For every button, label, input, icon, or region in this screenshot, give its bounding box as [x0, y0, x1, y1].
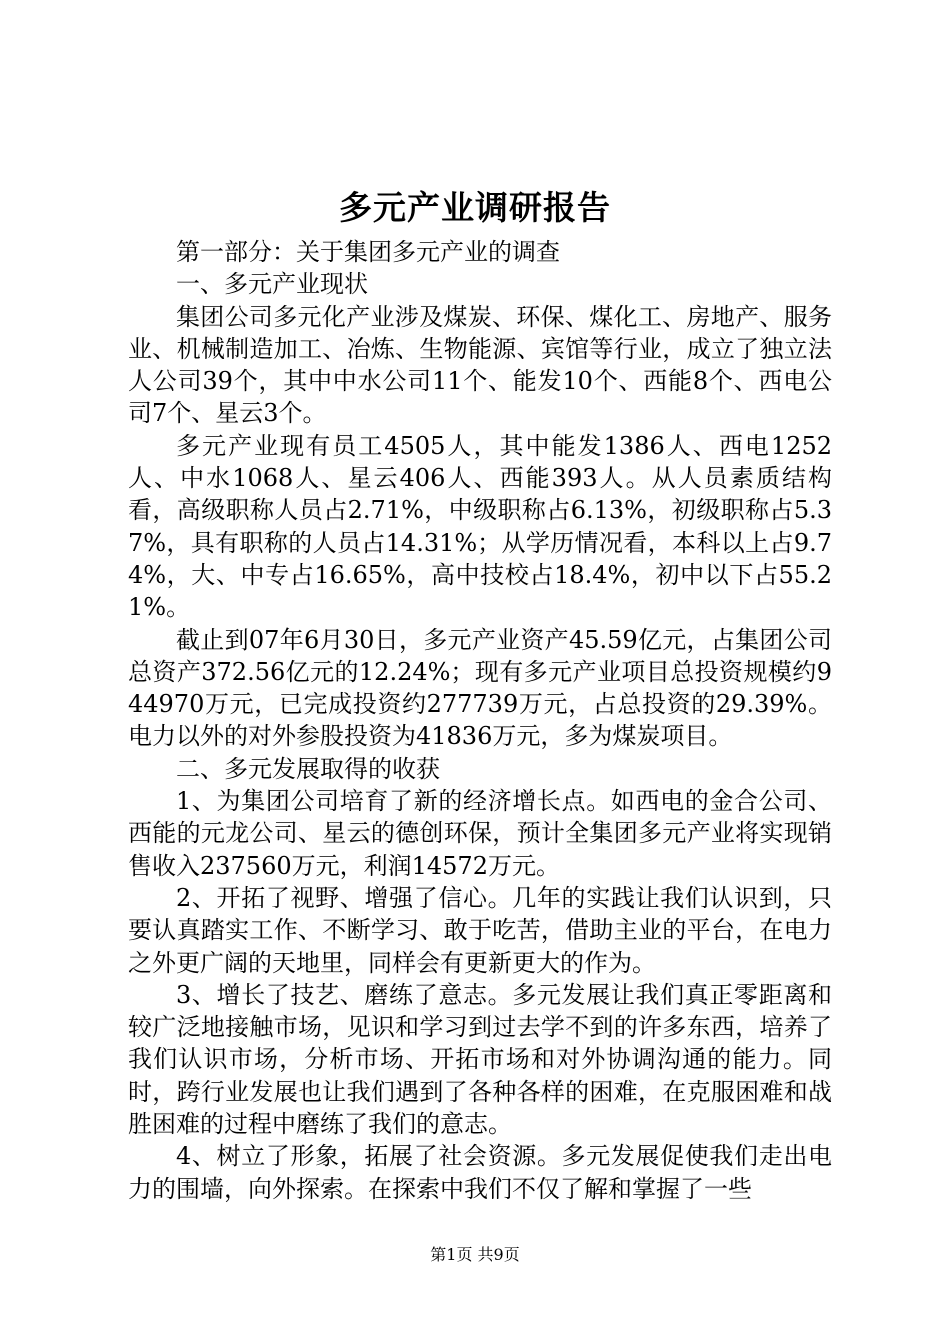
page-footer: 第1页 共9页 [430, 1245, 520, 1264]
document-body [128, 236, 832, 1205]
section-heading: 第一部分：关于集团多元产业的调查 [176, 238, 560, 266]
body-paragraph: 截止到07年6月30日，多元产业资产45.59亿元，占集团公司总资产372.56亿元的12.24%；现有多元产业项目总投资规模约944970万元，已完成投资约277739万元，占总投资的29.39%。电力以外的对外参股投资为41836万元，多为煤炭项目。 [128, 625, 832, 751]
subsection-heading: 二、多元发展取得的收获 [176, 754, 440, 783]
body-paragraph: 1、为集团公司培育了新的经济增长点。如西电的金合公司、西能的元龙公司、星云的德创环保，预计全集团多元产业将实现销售收入237560万元，利润14572万元。 [128, 787, 832, 880]
document-title: 多元产业调研报告 [339, 188, 611, 227]
body-paragraph: 多元产业现有员工4505人，其中能发1386人、西电1252人、中水1068人、星云406人、西能393人。从人员素质结构看，高级职称人员占2.71%，中级职称占6.13%，初级职称占5.37%，具有职称的人员占14.31%；从学历情况看，本科以上占9.74%，大、中专占16.65%，高中技校占18.4%，初中以下占55.21%。 [128, 431, 832, 622]
subsection-heading: 一、多元产业现状 [176, 270, 368, 299]
body-paragraph: 集团公司多元化产业涉及煤炭、环保、煤化工、房地产、服务业、机械制造加工、冶炼、生物能源、宾馆等行业，成立了独立法人公司39个，其中中水公司11个、能发10个、西能8个、西电公司7个、星云3个。 [128, 302, 832, 428]
body-paragraph: 2、开拓了视野、增强了信心。几年的实践让我们认识到，只要认真踏实工作、不断学习、敢于吃苦，借助主业的平台，在电力之外更广阔的天地里，同样会有更新更大的作为。 [128, 883, 832, 977]
body-paragraph: 4、树立了形象，拓展了社会资源。多元发展促使我们走出电力的围墙，向外探索。在探索中我们不仅了解和掌握了一些 [128, 1142, 832, 1203]
body-paragraph: 3、增长了技艺、磨练了意志。多元发展让我们真正零距离和较广泛地接触市场，见识和学习到过去学不到的许多东西，培养了我们认识市场，分析市场、开拓市场和对外协调沟通的能力。同时，跨行业发展也让我们遇到了各种各样的困难，在克服困难和战胜困难的过程中磨练了我们的意志。 [128, 980, 832, 1139]
